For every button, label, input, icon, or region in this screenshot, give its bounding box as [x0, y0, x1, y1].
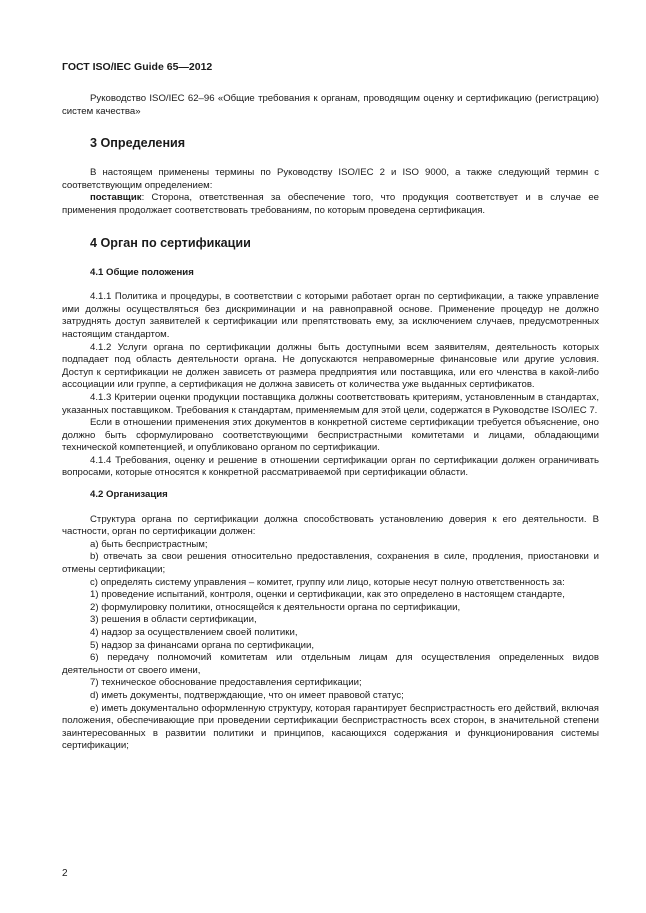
list-item-c: c) определять систему управления – комитет, группу или лицо, которые несут полную ответственность за: [90, 576, 565, 588]
paragraph-4-1-3: 4.1.3 Критерии оценки продукции поставщика должны соответствовать критериям, установленным в стандартах, указанных поставщиком. Требования к стандартам, применяемым для этой цели, содержатся в Руководстве ISO/IEC 7. [62, 391, 599, 416]
list-item-c1: 1) проведение испытаний, контроля, оценки и сертификации, как это определено в настоящем стандарте, [90, 589, 565, 601]
paragraph-4-2-intro: Структура органа по сертификации должна способствовать установлению доверия к его деятельности. В частности, орган по сертификации должен: [62, 513, 599, 538]
section-4-heading: 4 Орган по сертификации [90, 235, 251, 250]
definition-text: : Сторона, ответственная за обеспечение того, что продукция соответствует и в случае ее применения продолжает соответствовать требованиям, по которым проведена сертификация. [62, 192, 599, 216]
paragraph-4-1-1: 4.1.1 Политика и процедуры, в соответствии с которыми работает орган по сертификации, а также управление ими должны осуществляться без дискриминации и на равноправной основе. Применение процедур не должно затруднять доступ заявителей к сертификации или препятствовать ему, за исключением случаев, предусмотренных настоящим стандартом. [62, 291, 599, 340]
list-item-c4: 4) надзор за осуществлением своей политики, [90, 627, 298, 638]
definition-supplier [62, 192, 599, 217]
list-item-c7: 7) техническое обоснование предоставления сертификации; [90, 677, 362, 689]
paragraph-4-1-2: 4.1.2 Услуги органа по сертификации должны быть доступными всем заявителям, деятельность которых подпадает под область деятельности органа. Не допускаются неправомерные финансовые или другие условия. Доступ к сертификации не должен зависеть от размера предприятия или поставщика, или его членства в какой-либо ассоциации или группе, а сертификация не должна зависеть от количества уже выданных сертификатов. [62, 341, 599, 391]
list-item-b: b) отвечать за свои решения относительно предоставления, сохранения в силе, продления, приостановки и отмены сертификации; [62, 551, 599, 576]
section-3-paragraph: В настоящем применены термины по Руководству ISO/IEC 2 и ISO 9000, а также следующий термин с соответствующим определением: [62, 167, 599, 191]
term-supplier: поставщик [90, 192, 142, 204]
section-4-2-heading: 4.2 Организация [90, 489, 168, 501]
reference-guide-62: Руководство ISO/IEC 62–96 «Общие требования к органам, проводящим оценку и сертификацию (регистрацию) систем качества» [62, 93, 599, 117]
paragraph-4-1-3-cont: Если в отношении применения этих документов в конкретной системе сертификации требуется объяснение, оно должно быть сформулировано соответствующими беспристрастными комитетами и лицами, обладающими технической компетенцией, и опубликовано органом по сертификации. [62, 417, 599, 454]
list-item-c2: 2) формулировку политики, относящейся к деятельности органа по сертификации, [90, 601, 461, 613]
list-item-c6: 6) передачу полномочий комитетам или отдельным лицам для осуществления определенных видов деятельности от своего имени, [62, 652, 599, 676]
page-number: 2 [62, 868, 68, 879]
section-3-heading: 3 Определения [90, 136, 186, 151]
section-4-1-heading: 4.1 Общие положения [90, 266, 194, 278]
list-item-e: e) иметь документально оформленную структуру, которая гарантирует беспристрастность его действий, включая положения, обеспечивающие при проведении сертификации беспристрастность всех сторон, в значительной степени заинтересованных в развитии политики и принципов, касающихся содержания и функционирования системы сертификации; [62, 702, 599, 752]
list-item-c5: 5) надзор за финансами органа по сертификации, [90, 639, 315, 651]
running-header: ГОСТ ISO/IEC Guide 65—2012 [62, 61, 213, 73]
page-content [62, 93, 599, 753]
list-item-c3: 3) решения в области сертификации, [90, 614, 257, 626]
list-item-d: d) иметь документы, подтверждающие, что он имеет правовой статус; [90, 689, 404, 701]
list-item-a: a) быть беспристрастным; [90, 538, 208, 550]
paragraph-4-1-4: 4.1.4 Требования, оценку и решение в отношении сертификации орган по сертификации должен ограничивать вопросами, которые относятся к конкретной рассматриваемой при сертификации области. [62, 454, 599, 479]
